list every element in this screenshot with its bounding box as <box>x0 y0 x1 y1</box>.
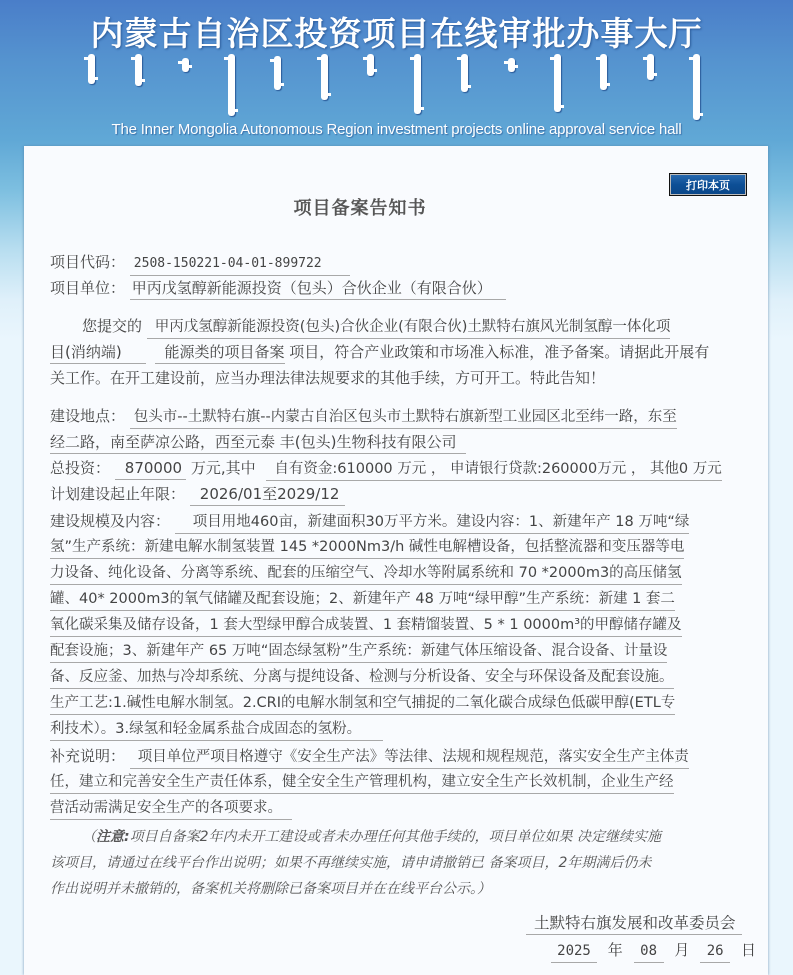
scale-line: 氢”生产系统：新建电解水制氢装置 145 *2000Nm3/h 碱性电解槽设备，包括整流器和变压器等电 <box>50 536 684 559</box>
scale-line: 氧化碳采集及储存设备，1 套大型绿甲醇合成装置、1 套精馏装置、5 * 1 0000m³的甲醇储存罐及 <box>50 614 682 637</box>
intro-prefix: 您提交的 <box>82 317 143 335</box>
site-banner <box>0 0 793 146</box>
supplement-row-2 <box>50 770 674 794</box>
issuing-authority: 土默特右旗发展和改革委员会 <box>526 912 742 935</box>
month-label: 月 <box>674 941 690 959</box>
notice-open-paren: （ <box>82 829 96 845</box>
location-row-2 <box>50 430 466 454</box>
intro-line-3: 关工作。在开工建设前，应当办理法律法规要求的其他手续，方可开工。特此告知！ <box>50 369 606 387</box>
scale-line: 项目用地460亩，新建面积30万平方米。建设内容：1、新建年产 18 万吨“绿 <box>175 511 690 534</box>
date-year: 2025 <box>551 940 597 963</box>
year-label: 年 <box>607 941 623 959</box>
process-row-2 <box>50 717 383 741</box>
scale-row-5 <box>50 613 682 637</box>
notice-line-2: 该项目，请通过在线平台作出说明；如果不再继续实施，请申请撤销已 备案项目，2年期满后仍未 <box>50 855 652 871</box>
mongolian-word-icon <box>274 56 281 90</box>
scale-row-3 <box>50 561 682 585</box>
scale-line: 备、反应釜、加热与冷却系统、分离与提纯设备、检测与分析设备、安全与环保设备及配套设施。 <box>50 666 674 689</box>
project-unit-row <box>50 276 506 300</box>
issuer-row <box>526 911 742 935</box>
supplement-line: 营活动需满足安全生产的各项要求。 <box>50 797 292 820</box>
period-label: 计划建设起止年限： <box>50 485 186 503</box>
supplement-line: 项目单位严项目格遵守《安全生产法》等法律、法规和规程规范，落实安全生产主体责 <box>130 746 689 769</box>
investment-unit: 万元,其中 <box>190 459 256 477</box>
scale-label: 建设规模及内容： <box>50 512 171 530</box>
mongolian-word-icon <box>508 58 515 72</box>
mongolian-word-icon <box>88 54 95 84</box>
process-row-1 <box>50 691 675 715</box>
mongolian-script-title <box>78 54 718 120</box>
investment-total: 870000 <box>115 457 186 480</box>
scale-row-7 <box>50 665 674 689</box>
period-value: 2026/01至2029/12 <box>190 483 346 506</box>
day-label: 日 <box>740 941 756 959</box>
mongolian-word-icon <box>182 58 189 72</box>
intro-line-2 <box>50 340 709 364</box>
process-line: 生产工艺:1.碱性电解水制氢。2.CRI的电解水制氢和空气捕捉的二氧化碳合成绿色低碳甲醇(ETL专 <box>50 692 675 715</box>
mongolian-word-icon <box>414 54 421 114</box>
scale-line: 配套设施；3、新建年产 65 万吨“固态绿氢粉”生产系统：新建气体压缩设备、混合设备、计量设 <box>50 640 667 663</box>
banner-title: 内蒙古自治区投资项目在线审批办事大厅 <box>90 14 703 53</box>
scale-line: 罐、40* 2000m3的氧气储罐及配套设施；2、新建年产 48 万吨“绿甲醇”生产系统：新建 1 套二 <box>50 588 675 611</box>
notice-label: 注意: <box>96 829 130 845</box>
intro-line-1 <box>82 314 670 338</box>
investment-row <box>50 456 722 480</box>
supplement-row-3 <box>50 796 292 820</box>
banner-subtitle-en: The Inner Mongolia Autonomous Region investment projects online approval service hall <box>111 121 682 138</box>
notice-line-3: 作出说明并未撤销的，备案机关将删除已备案项目并在在线平台公示。） <box>50 881 491 897</box>
document-panel <box>24 146 768 975</box>
intro-approval-text: 项目，符合产业政策和市场准入标准，准予备案。请据此开展有 <box>289 343 710 361</box>
mongolian-word-icon <box>321 54 328 100</box>
scale-row-6 <box>50 639 667 663</box>
mongolian-word-icon <box>367 54 374 76</box>
process-line: 利技术）。3.绿氢和轻金属系盐合成固态的氢粉。 <box>50 718 383 741</box>
project-code-value: 2508-150221-04-01-899722 <box>130 253 350 276</box>
project-name-part-2: 目(消纳端) <box>50 341 146 364</box>
supplement-row-1 <box>50 744 689 768</box>
date-row <box>551 938 756 962</box>
project-unit-value: 甲丙戊氢醇新能源投资（包头）合伙企业（有限合伙） <box>130 277 506 300</box>
location-value-1: 包头市--土默特右旗--内蒙古自治区包头市土默特右旗新型工业园区北至纬一路，东至 <box>130 406 677 429</box>
scale-line: 力设备、纯化设备、分离等系统、配套的压缩空气、冷却水等附属系统和 70 *2000m3的高压储氢 <box>50 562 682 585</box>
project-category: 能源类的项目备案 <box>155 341 285 364</box>
mongolian-word-icon <box>554 54 561 112</box>
date-month: 08 <box>634 940 664 963</box>
mongolian-word-icon <box>647 54 654 80</box>
project-code-row <box>50 250 350 274</box>
scale-row-1 <box>50 509 689 533</box>
investment-label: 总投资： <box>50 459 111 477</box>
print-page-button[interactable]: 打印本页 <box>669 173 747 196</box>
project-unit-label: 项目单位： <box>50 279 126 297</box>
mongolian-word-icon <box>693 54 700 120</box>
project-name-part-1: 甲丙戊氢醇新能源投资(包头)合伙企业(有限合伙)土默特右旗风光制氢醇一体化项 <box>147 316 671 339</box>
notice-text: 项目自备案2年内未开工建设或者未办理任何其他手续的，项目单位如果 决定继续实施 <box>129 829 661 845</box>
supplement-line: 任，建立和完善安全生产责任体系，健全安全生产管理机构，建立安全生产长效机制，企业生产经 <box>50 771 674 794</box>
mongolian-word-icon <box>228 54 235 116</box>
period-row <box>50 482 345 506</box>
location-value-2: 经二路，南至萨凉公路，西至元泰 丰(包头)生物科技有限公司 <box>50 431 466 454</box>
location-row-1 <box>50 404 677 428</box>
mongolian-word-icon <box>600 54 607 90</box>
date-day: 26 <box>700 940 730 963</box>
location-label: 建设地点： <box>50 407 126 425</box>
mongolian-word-icon <box>461 54 468 92</box>
notice-line-1 <box>82 825 661 849</box>
investment-breakdown: 自有资金:610000 万元 ， 申请银行贷款:260000万元 ， 其他0 万元 <box>266 458 721 481</box>
scale-row-2 <box>50 535 684 559</box>
page-title: 项目备案告知书 <box>293 198 427 219</box>
project-code-label: 项目代码： <box>50 253 126 271</box>
scale-row-4 <box>50 587 675 611</box>
supplement-label: 补充说明： <box>50 747 126 765</box>
mongolian-word-icon <box>135 54 142 86</box>
